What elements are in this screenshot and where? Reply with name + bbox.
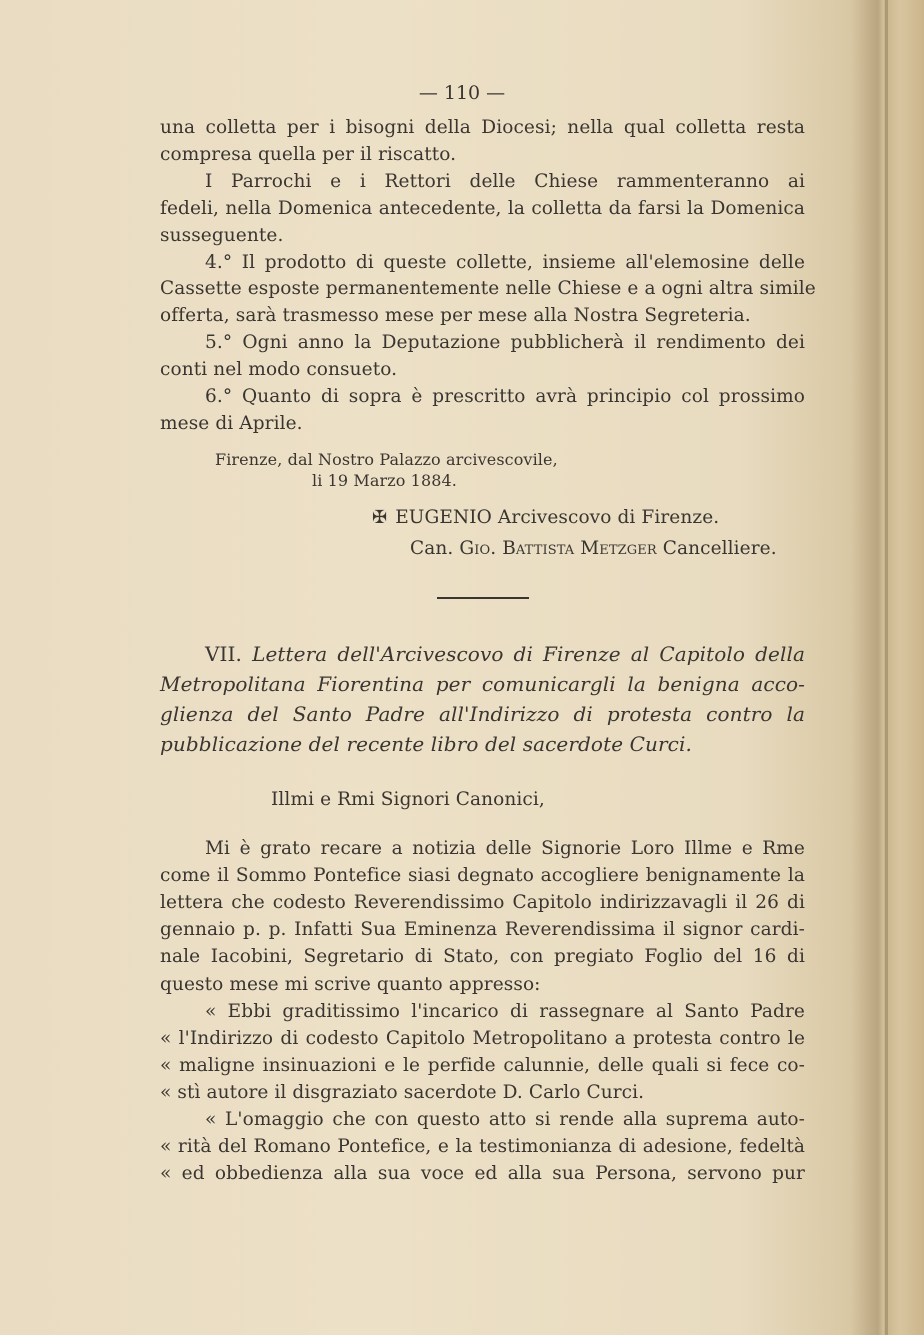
text-line: « rità del Romano Pontefice, e la testimonianza di adesione, fedeltà <box>160 1136 805 1158</box>
place-line: Firenze, dal Nostro Palazzo arcivescovile, <box>215 450 558 469</box>
salutation: Illmi e Rmi Signori Canonici, <box>271 789 545 810</box>
section-divider <box>437 597 529 599</box>
text-line: mese di Aprile. <box>160 412 303 434</box>
text-line: nale Iacobini, Segretario di Stato, con pregiato Foglio del 16 di <box>160 946 805 968</box>
heading-line: glienza del Santo Padre all'Indirizzo di protesta contro la <box>160 702 805 726</box>
text-line: « maligne insinuazioni e le perfide calunnie, delle quali si fece co- <box>160 1054 805 1076</box>
text-line: susseguente. <box>160 224 284 246</box>
text-line: Cassette esposte permanentemente nelle Chiese e a ogni altra simile <box>160 278 816 300</box>
text-line: gennaio p. p. Infatti Sua Eminenza Reverendissima il signor cardi- <box>160 919 805 941</box>
text-line: una colletta per i bisogni della Diocesi; nella qual colletta resta <box>160 117 805 138</box>
archbishop-name: EUGENIO Arcivescovo di Firenze. <box>395 507 720 528</box>
signature-archbishop <box>372 507 719 529</box>
text-line: come il Sommo Pontefice siasi degnato accogliere benignamente la <box>160 865 805 887</box>
chancellor-title: Cancelliere. <box>662 538 777 559</box>
heading-line <box>205 643 805 665</box>
heading-text: Lettera dell'Arcivescovo di Firenze al Capitolo della <box>252 642 805 666</box>
text-line: « L'omaggio che con questo atto si rende alla suprema auto- <box>205 1109 805 1130</box>
text-line: « stì autore il disgraziato sacerdote D. Carlo Curci. <box>160 1081 645 1103</box>
text-line: 5.° Ogni anno la Deputazione pubblicherà il rendimento dei <box>205 332 805 354</box>
text-line: Mi è grato recare a notizia delle Signorie Loro Illme e Rme <box>205 838 805 859</box>
book-gutter <box>885 0 888 1335</box>
text-line: I Parrochi e i Rettori delle Chiese rammenteranno ai <box>205 170 805 192</box>
chancellor-prefix: Can. <box>410 538 454 559</box>
page-number: — 110 — <box>418 82 506 104</box>
text-line: « ed obbedienza alla sua voce ed alla sua Persona, servono pur <box>160 1163 805 1185</box>
text-line: « Ebbi graditissimo l'incarico di rassegnare al Santo Padre <box>205 1000 805 1022</box>
text-line: « l'Indirizzo di codesto Capitolo Metropolitano a protesta contro le <box>160 1027 805 1049</box>
heading-line: Metropolitana Fiorentina per comunicargli la benigna acco- <box>160 672 805 696</box>
text-line: conti nel modo consueto. <box>160 359 398 381</box>
date-line: li 19 Marzo 1884. <box>312 471 457 490</box>
book-edge <box>884 0 924 1335</box>
text-line: lettera che codesto Reverendissimo Capitolo indirizzavagli il 26 di <box>160 892 805 914</box>
chancellor-name: Gio. Battista Metzger <box>459 538 657 559</box>
heading-line: pubblicazione del recente libro del sacerdote Curci. <box>160 732 692 756</box>
text-line: compresa quella per il riscatto. <box>160 143 457 165</box>
signature-chancellor <box>410 538 777 560</box>
text-line: 4.° Il prodotto di queste collette, insieme all'elemosine delle <box>205 251 805 273</box>
cross-icon: ✠ <box>372 507 388 528</box>
text-line: fedeli, nella Domenica antecedente, la colletta da farsi la Domenica <box>160 197 805 219</box>
text-line: questo mese mi scrive quanto appresso: <box>160 973 541 995</box>
text-line: 6.° Quanto di sopra è prescritto avrà principio col prossimo <box>205 386 805 407</box>
heading-number: VII. <box>205 642 243 666</box>
text-line: offerta, sarà trasmesso mese per mese alla Nostra Segreteria. <box>160 305 751 327</box>
